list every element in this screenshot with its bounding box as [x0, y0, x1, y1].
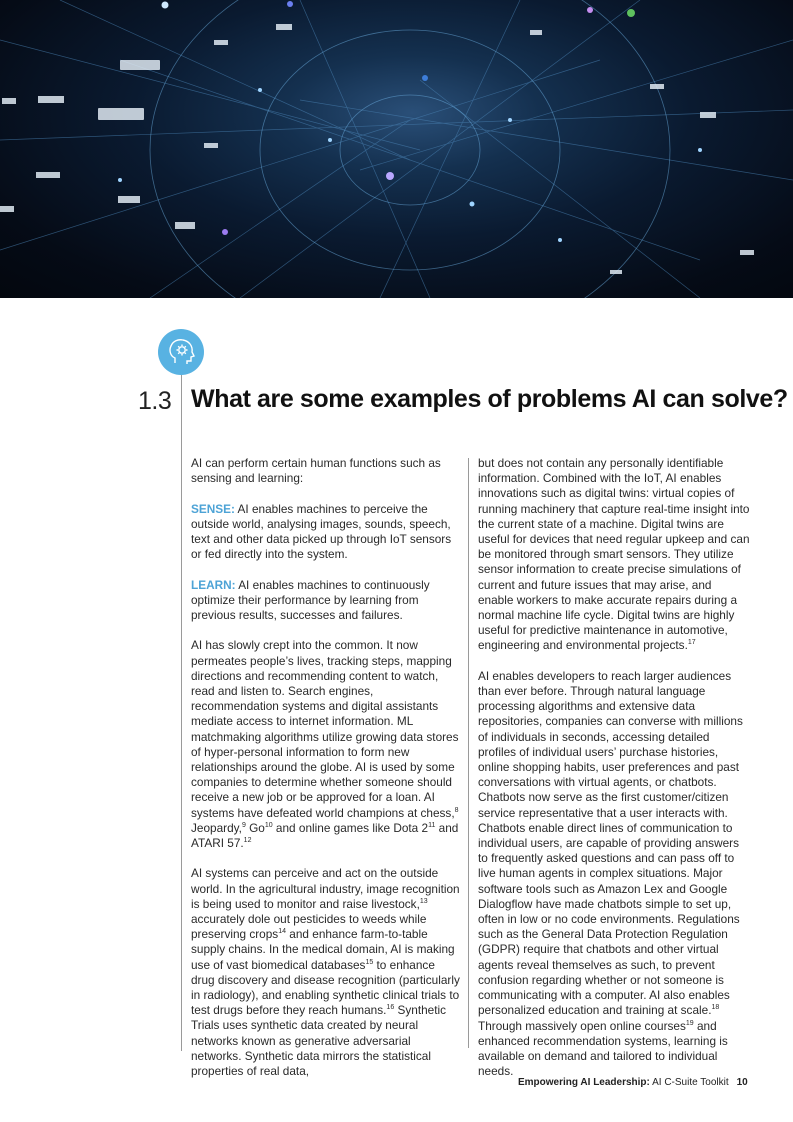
footnote-ref[interactable]: 15: [365, 958, 374, 966]
section-rule: [181, 375, 182, 1051]
paragraph-text: AI systems can perceive and act on the outside world. In the agricultural industry, image recognition is being used to monitor and raise livestock,: [191, 866, 460, 911]
paragraph-text: Through massively open online courses: [478, 1018, 686, 1033]
paragraph: [191, 638, 461, 851]
paragraph-text: but does not contain any personally identifiable information. Combined with the IoT, AI enables innovations such as digital twins: virtual copies of running machinery that capture real-time insight into the current state of a machine. Digital twins are useful for devices that need regular upkeep and can be monitored through smart sensors. They utilize sensor information to create precise simulations of current and future issues that may arise, and enable workers to make accurate repairs during a normal machine life cycle. Digital twins are highly useful for predictive maintenance in automotive, engineering and environmental projects.: [478, 456, 750, 653]
section-number: 1.3: [138, 387, 172, 415]
ai-head-gear-icon: [158, 329, 204, 375]
paragraph-text: Synthetic Trials uses synthetic data created by neural networks known as generative adversarial networks. Synthetic data mirrors the statistical properties of real data,: [191, 1003, 447, 1079]
paragraph-text: Go: [245, 820, 265, 835]
footnote-ref[interactable]: 14: [278, 928, 287, 936]
paragraph-text: and online games like Dota 2: [272, 820, 429, 835]
paragraph: [478, 669, 750, 1079]
footnote-ref[interactable]: 17: [687, 639, 696, 647]
paragraph: [191, 456, 461, 486]
footnote-ref[interactable]: 10: [264, 821, 273, 829]
column-divider: [468, 458, 469, 1048]
footnote-ref[interactable]: 12: [243, 837, 252, 845]
footnote-ref[interactable]: 18: [711, 1004, 720, 1012]
paragraph-text: and enhanced recommendation systems, learning is available on demand and tailored to individual needs.: [478, 1018, 728, 1079]
paragraph-text: AI enables developers to reach larger audiences than ever before. Through natural language processing algorithms and extensive data repositories, companies can converse with millions of individuals in seconds, accessing detailed profiles of individual users’ purchase histories, online shopping habits, user preferences and past conversations with virtual agents, or chatbots. Chatbots now serve as the first customer/citizen service representative that a user interacts with. Chatbots enable direct lines of communication to individual users, are capable of providing answers to frequently asked questions and can pass off to live human agents in complex situations. Major software tools such as Amazon Lex and Google Dialogflow have made chatbots simple to set up, often in low or no code environments. Regulations such as the General Data Protection Regulation (GDPR) require that chatbots and other virtual agents reveal themselves as such, to prevent confusion regarding whether or not someone is communicating with a computer. AI also enables personalized education and training at scale.: [478, 668, 743, 1018]
paragraph-text: and enhance farm-to-table supply chains. In the medical domain, AI is making use of vast biomedical databases: [191, 927, 455, 972]
paragraph: [478, 456, 750, 654]
column-right: [478, 456, 750, 1095]
paragraph-text: accurately dole out pesticides to weeds while preserving crops: [191, 912, 427, 942]
paragraph-text: AI has slowly crept into the common. It now permeates people’s lives, tracking steps, mapping directions and recommending content to watch, read and listen to. Search engines, recommendation systems and digital assistants mediate access to internet information. ML matchmaking algorithms utilize growing data stores of hyper-personal information to form new relationships around the globe. AI is used by some companies to determine whether someone should receive a new job or be approved for a loan. AI systems have defeated world champions at chess,: [191, 638, 459, 820]
footnote-ref[interactable]: 16: [386, 1004, 395, 1012]
paragraph: [191, 866, 461, 1079]
hero-network-graphic: [0, 0, 793, 298]
paragraph-text: AI enables machines to perceive the outside world, analysing images, sounds, speech, text and other data picked up through IoT sensors or fed directly into the system.: [191, 501, 452, 562]
footer-brand: Empowering AI Leadership:: [518, 1077, 650, 1088]
column-left: [191, 456, 461, 1094]
page-number: 10: [736, 1077, 748, 1088]
footer-subtitle: AI C-Suite Toolkit: [649, 1077, 729, 1088]
paragraph-sense: [191, 502, 461, 563]
paragraph-text: to enhance drug discovery and disease recognition (particularly in radiology), and enabling synthetic clinical trials to test drugs before they reach humans.: [191, 957, 460, 1018]
hero-image: [0, 0, 793, 298]
footnote-ref[interactable]: 19: [685, 1019, 694, 1027]
footnote-ref[interactable]: 13: [419, 897, 428, 905]
sense-label: SENSE:: [191, 501, 235, 516]
paragraph-text: AI can perform certain human functions such as sensing and learning:: [191, 456, 441, 486]
learn-label: LEARN:: [191, 577, 236, 592]
paragraph-text: and ATARI 57.: [191, 820, 459, 851]
paragraph-text: AI enables machines to continuously optimize their performance by learning from previous results, successes and failures.: [191, 577, 430, 622]
section-title: What are some examples of problems AI can solve?: [191, 385, 788, 413]
footnote-ref[interactable]: 8: [454, 806, 459, 814]
footnote-ref[interactable]: 11: [428, 821, 436, 829]
paragraph-text: Jeopardy,: [191, 820, 242, 835]
paragraph-learn: [191, 578, 461, 624]
page-footer: [518, 1077, 748, 1088]
footnote-ref[interactable]: 9: [241, 821, 246, 829]
